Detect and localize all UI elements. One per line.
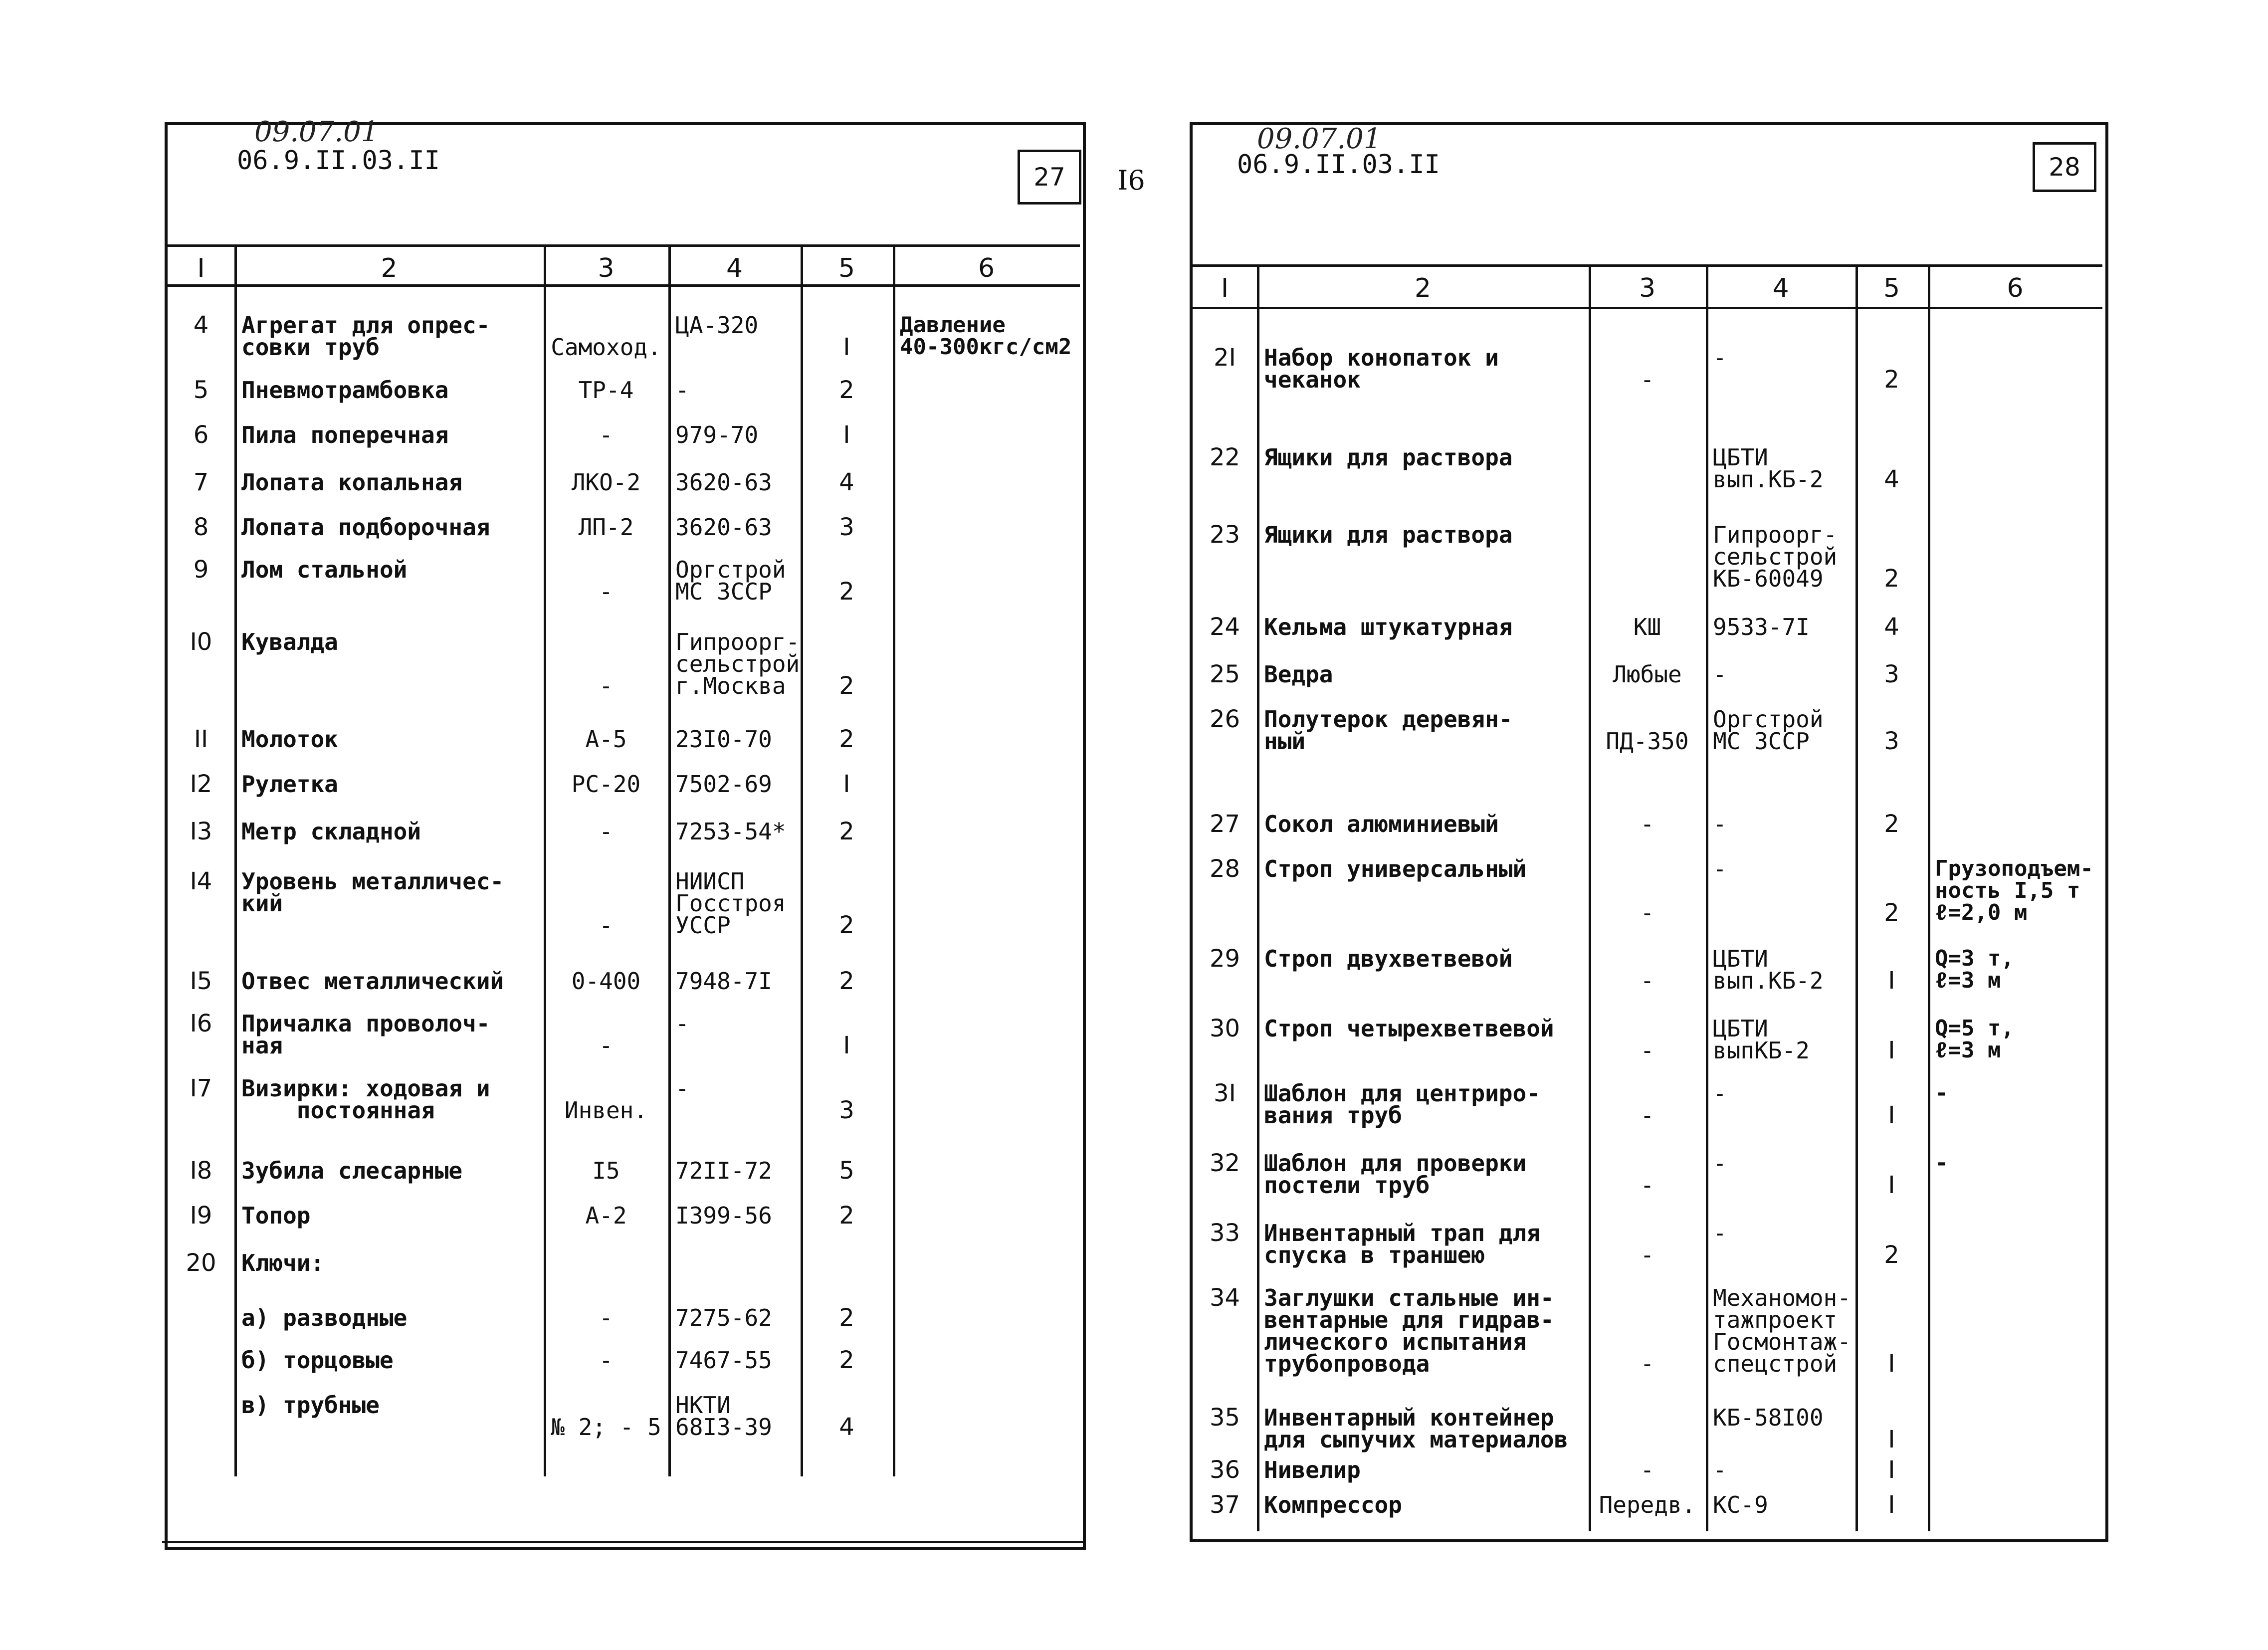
right-row-c4: - [1713,1456,1727,1483]
right-row-c4: КС-9 [1713,1491,1768,1518]
left-row-c3: РС-20 [571,771,641,798]
right-row-c3: ПД-350 [1606,728,1689,755]
left-row-c5: 4 [839,468,854,496]
left-header-col-5: 5 [838,253,855,283]
left-row-c5: 2 [839,1304,854,1332]
right-row-c5: I [1888,1491,1895,1519]
right-row-name: Инвентарный трап для спуска в траншею [1264,1220,1540,1268]
between-page-number: I6 [1117,165,1145,196]
left-row-c4: Гипроорг- сельстрой г.Москва [675,628,800,699]
right-row-c5: 3 [1884,727,1899,755]
right-row-name: Набор конопаток и чеканок [1264,344,1499,393]
right-row-name: Шаблон для проверки постели труб [1264,1150,1527,1199]
left-row-c4: ЦА-320 [675,312,759,339]
left-row-c5: 2 [839,967,854,995]
right-row-c5: I [1888,1036,1895,1064]
right-row-c3: КШ [1633,614,1661,640]
left-row-c4: 3620-63 [675,514,772,541]
left-row-c3: - [599,1347,613,1374]
right-column-divider [1257,264,1259,1531]
right-row-n: 34 [1209,1284,1240,1312]
left-row-name: б) торцовые [241,1347,394,1374]
right-row-c4: - [1713,855,1727,882]
left-row-name: в) трубные [241,1392,380,1419]
left-header-col-6: 6 [978,253,995,283]
right-row-c3: - [1640,1037,1654,1064]
left-row-name: Пневмотрамбовка [241,377,449,404]
left-row-c5: I [843,1031,850,1059]
left-row-c6: Давление 40-300кгс/см2 [900,312,1072,360]
left-row-c4: I399-56 [675,1202,772,1229]
right-row-name: Шаблон для центриро- вания труб [1264,1080,1540,1129]
right-row-c3: - [1640,1241,1654,1268]
right-row-name: Компрессор [1264,1491,1402,1518]
left-row-c4: 7467-55 [675,1347,772,1374]
left-row-name: Ключи: [241,1249,325,1276]
left-row-name: Агрегат для опрес- совки труб [241,312,490,361]
right-column-divider [1706,264,1708,1531]
right-header-col-1: I [1221,273,1229,303]
left-row-n: I9 [190,1202,212,1230]
right-row-c3: - [1640,1172,1654,1199]
right-row-n: 30 [1209,1015,1240,1042]
right-row-c6: - [1935,1150,1948,1176]
right-row-name: Ведра [1264,661,1333,688]
left-row-n: I7 [190,1074,212,1102]
right-row-n: 37 [1209,1491,1240,1519]
right-row-c4: ЦБТИ вып.КБ-2 [1713,444,1824,493]
left-document-code: 06.9.II.03.II [237,146,440,176]
left-row-c3: - [599,421,613,448]
right-row-c5: 4 [1884,465,1899,493]
right-row-c5: 2 [1884,1241,1899,1269]
right-row-n: 33 [1209,1219,1240,1247]
left-row-name: Кувалда [241,628,338,655]
left-row-c5: 2 [839,1346,854,1374]
left-row-c5: 4 [839,1413,854,1441]
right-row-name: Сокол алюминиевый [1264,811,1499,837]
right-header-top-rule [1193,264,2102,267]
right-row-c4: - [1713,1220,1727,1246]
right-row-c4: ЦБТИ вып.КБ-2 [1713,945,1824,994]
left-row-c3: - [599,912,613,939]
left-header-col-1: I [197,253,205,283]
left-row-c4: - [675,1075,689,1102]
left-row-c5: 3 [839,1096,854,1124]
left-row-c3: - [599,578,613,605]
left-row-c5: 5 [839,1157,854,1185]
right-row-name: Строп двухветвевой [1264,945,1513,972]
left-header-col-2: 2 [381,253,398,283]
right-row-c4: ЦБТИ выпКБ-2 [1713,1015,1810,1064]
right-row-c5: 2 [1884,899,1899,927]
right-row-name: Ящики для раствора [1264,444,1513,471]
left-row-name: Уровень металличес- кий [241,868,504,917]
right-row-c3: - [1640,366,1654,393]
right-row-c3: - [1640,899,1654,926]
right-header-col-5: 5 [1883,273,1900,303]
right-row-name: Строп универсальный [1264,855,1527,882]
right-header-col-4: 4 [1772,273,1789,303]
right-row-n: 28 [1209,855,1240,883]
left-row-name: Топор [241,1202,311,1229]
right-column-divider [1856,264,1858,1531]
right-handwritten-date: 09.07.01 [1257,123,1382,155]
left-row-name: Пила поперечная [241,421,449,448]
left-row-name: Причалка проволоч- ная [241,1010,490,1059]
left-row-c5: 2 [839,818,854,845]
right-column-divider [1928,264,1930,1531]
right-row-n: 26 [1209,705,1240,733]
right-row-c5: I [1888,967,1895,995]
left-row-name: Лопата копальная [241,469,463,496]
left-row-c3: - [599,1032,613,1059]
right-row-c4: - [1713,344,1727,371]
right-row-n: 36 [1209,1456,1240,1484]
left-row-c5: I [843,333,850,361]
right-row-name: Кельма штукатурная [1264,614,1513,640]
left-row-n: I3 [190,818,212,845]
right-row-c4: - [1713,1080,1727,1107]
right-row-n: 25 [1209,660,1240,688]
right-document-code: 06.9.II.03.II [1237,150,1440,180]
left-row-n: I2 [190,770,212,798]
right-row-c3: - [1640,811,1654,837]
left-row-c3: I5 [592,1157,620,1184]
right-row-c5: I [1888,1101,1895,1129]
right-row-c3: Передв. [1599,1491,1696,1518]
left-row-c5: 2 [839,911,854,939]
left-header-col-4: 4 [726,253,743,283]
right-row-n: 32 [1209,1149,1240,1177]
left-row-n: 9 [193,556,209,584]
left-row-n: 6 [193,421,209,449]
left-row-c5: 3 [839,513,854,541]
right-row-c3: - [1640,1350,1654,1377]
left-row-n: I4 [190,867,212,895]
left-row-c5: 2 [839,725,854,753]
left-row-n: 4 [193,311,209,339]
right-header-col-6: 6 [2007,273,2024,303]
left-header-col-3: 3 [598,253,615,283]
left-row-n: 5 [193,376,209,404]
right-row-name: Полутерок деревян- ный [1264,706,1513,755]
right-row-c3: - [1640,967,1654,994]
right-row-c5: 2 [1884,565,1899,593]
left-row-n: 20 [186,1249,216,1277]
left-row-n: I6 [190,1010,212,1037]
left-row-c4: НКТИ 68I3-39 [675,1392,772,1441]
left-row-name: Молоток [241,726,338,753]
left-row-n: 8 [193,513,209,541]
left-row-c3: ЛП-2 [578,514,634,541]
right-row-n: 3I [1214,1079,1236,1107]
left-row-c3: - [599,818,613,845]
left-row-c3: ЛКО-2 [571,469,641,496]
right-header-col-2: 2 [1414,273,1432,303]
left-row-c5: 2 [839,672,854,700]
right-row-n: 29 [1209,945,1240,973]
left-row-c4: - [675,1010,689,1037]
right-row-n: 22 [1209,443,1240,471]
left-row-name: Визирки: ходовая и постоянная [241,1075,490,1124]
left-page-number: 27 [1018,150,1081,205]
right-row-name: Заглушки стальные ин- вентарные для гидрав- лического испытания трубопровода [1264,1284,1554,1377]
left-row-name: а) разводные [241,1304,408,1331]
left-row-c5: I [843,770,850,798]
left-row-c4: НИИСП Госстроя УССР [675,868,786,939]
right-row-c3: - [1640,1456,1654,1483]
right-row-name: Строп четырехветвевой [1264,1015,1554,1042]
left-row-c4: 7948-7I [675,968,772,995]
left-row-c3: А-5 [585,726,627,753]
right-row-c4: Механомон- тажпроект Госмонтаж- спецстрой [1713,1284,1851,1377]
right-page-number: 28 [2033,142,2096,192]
left-row-c3: Самоход. [551,334,661,361]
left-row-n: II [194,725,208,753]
left-row-c4: 979-70 [675,421,759,448]
right-row-n: 35 [1209,1404,1240,1432]
right-row-c4: - [1713,811,1727,837]
left-row-name: Рулетка [241,771,338,798]
left-row-c4: 23I0-70 [675,726,772,753]
left-row-c4: 72II-72 [675,1157,772,1184]
right-row-n: 2I [1214,344,1236,372]
right-row-c4: - [1713,661,1727,688]
right-header-bottom-rule [1193,307,2102,309]
right-row-name: Ящики для раствора [1264,521,1513,548]
left-row-n: I8 [190,1157,212,1185]
left-row-c3: 0-400 [571,968,641,995]
right-row-c5: 2 [1884,810,1899,838]
left-row-name: Лом стальной [241,556,408,583]
left-row-c5: 2 [839,1202,854,1230]
right-row-c4: - [1713,1150,1727,1177]
left-handwritten-date: 09.07.01 [254,116,379,148]
left-row-c3: ТР-4 [578,377,634,404]
left-row-name: Лопата подборочная [241,514,490,541]
left-row-c3: № 2; - 5 [551,1414,661,1441]
right-row-c5: I [1888,1456,1895,1484]
right-row-c5: 4 [1884,613,1899,641]
right-row-c4: 9533-7I [1713,614,1810,640]
left-row-c3: - [599,1304,613,1331]
right-row-c6: - [1935,1080,1948,1106]
right-row-c4: КБ-58I00 [1713,1404,1824,1431]
right-row-name: Нивелир [1264,1456,1361,1483]
right-row-c5: 3 [1884,660,1899,688]
right-row-c4: Гипроорг- сельстрой КБ-60049 [1713,521,1838,592]
left-row-n: I0 [190,628,212,656]
left-row-name: Зубила слесарные [241,1157,463,1184]
right-row-n: 23 [1209,521,1240,549]
right-row-c5: 2 [1884,366,1899,394]
left-row-c3: - [599,672,613,699]
left-row-c3: Инвен. [564,1097,648,1124]
right-column-divider [1589,264,1591,1531]
right-row-n: 24 [1209,613,1240,641]
right-row-c6: Q=5 т, ℓ=3 м [1935,1016,2014,1063]
right-row-c3: - [1640,1102,1654,1129]
right-row-c5: I [1888,1171,1895,1199]
right-row-n: 27 [1209,810,1240,838]
left-row-c3: А-2 [585,1202,627,1229]
right-row-c5: I [1888,1426,1895,1453]
left-row-c5: I [843,421,850,449]
left-row-c4: - [675,377,689,404]
right-row-c4: Оргстрой МС ЗССР [1713,706,1824,755]
right-row-c3: Любые [1613,661,1682,688]
right-row-c6: Грузоподъем- ность I,5 т ℓ=2,0 м [1935,856,2093,925]
left-row-name: Отвес металлический [241,968,504,995]
left-row-n: I5 [190,967,212,995]
right-row-c5: I [1888,1350,1895,1378]
left-row-c5: 2 [839,376,854,404]
left-row-c5: 2 [839,578,854,606]
left-row-c4: 7502-69 [675,771,772,798]
left-row-c4: Оргстрой МС ЗССР [675,556,786,605]
left-row-c4: 7253-54* [675,818,786,845]
left-row-c4: 3620-63 [675,469,772,496]
left-row-c4: 7275-62 [675,1304,772,1331]
right-row-c6: Q=3 т, ℓ=3 м [1935,946,2014,993]
right-row-name: Инвентарный контейнер для сыпучих материалов [1264,1404,1568,1453]
right-header-col-3: 3 [1639,273,1656,303]
left-row-name: Метр складной [241,818,421,845]
left-row-n: 7 [193,468,209,496]
